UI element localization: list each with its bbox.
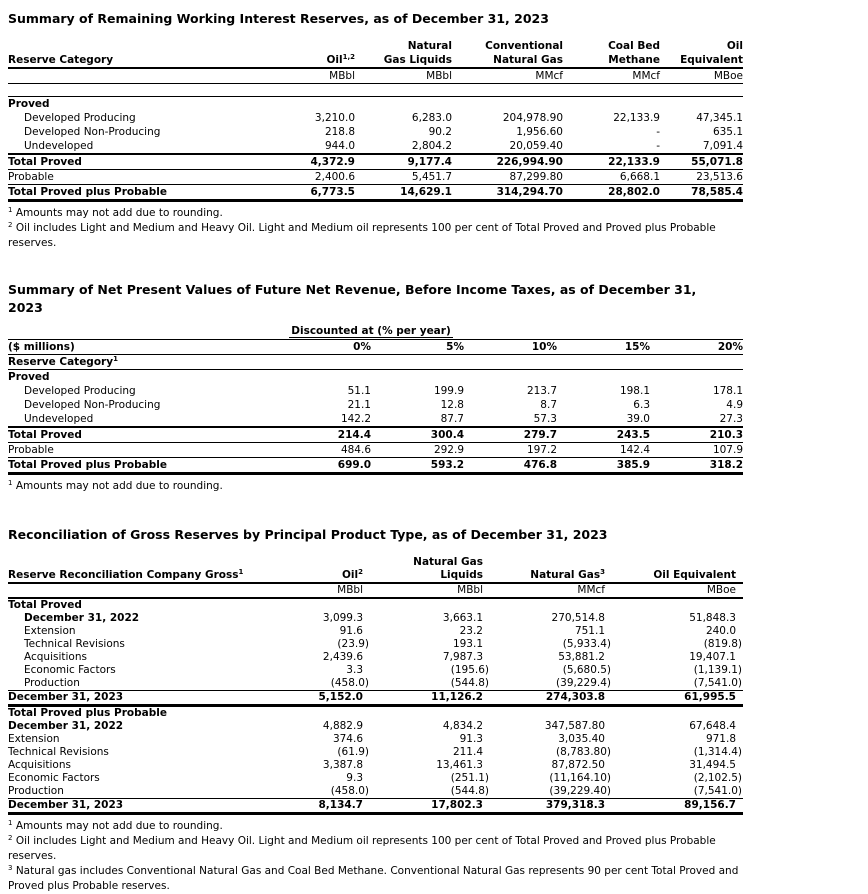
column-header: 15% <box>557 340 650 355</box>
row-label: Economic Factors <box>8 772 100 784</box>
value-cell: (5,680.5) <box>562 664 611 676</box>
value-cell: 12.8 <box>440 399 464 411</box>
value-cell: 9,177.4 <box>355 154 452 170</box>
value-cell: (544.8) <box>370 785 490 799</box>
column-header: Coal Bed <box>608 40 660 52</box>
section1-footnotes <box>8 206 868 251</box>
footnote-marker: 2 <box>8 221 13 229</box>
value-cell: 51.1 <box>347 385 371 397</box>
section3-title: Reconciliation of Gross Reserves by Principal Product Type, as of December 31, 2023 <box>8 527 608 542</box>
footnote: $^1$ Amounts may not add due to rounding. <box>8 206 223 219</box>
value-cell: 6,773.5 <box>273 185 355 201</box>
superscript: 3 <box>600 568 605 576</box>
footnote-marker: 3 <box>8 864 13 872</box>
value-cell: 3,099.3 <box>322 612 363 624</box>
unit-label: MBoe <box>612 583 743 598</box>
row-label: Extension <box>24 625 76 637</box>
footnote-marker: 1 <box>8 819 13 827</box>
footnote-marker: 1 <box>8 206 13 214</box>
value-cell: - <box>656 126 660 138</box>
unit-label: MBoe <box>660 68 743 84</box>
value-cell: 31,494.5 <box>689 759 736 771</box>
value-cell: 4,834.2 <box>442 720 483 732</box>
unit-label: MBbl <box>355 68 452 84</box>
value-cell: 3,035.40 <box>558 733 605 745</box>
value-cell: 197.2 <box>464 443 557 458</box>
row-label: Undeveloped <box>8 412 278 427</box>
table-row <box>8 746 743 759</box>
superscript: 1 <box>113 355 118 363</box>
value-cell: 142.2 <box>278 412 371 427</box>
value-cell: 243.5 <box>557 427 650 443</box>
table-row <box>8 612 743 625</box>
total-row <box>8 799 743 814</box>
row-label: December 31, 2023 <box>8 691 248 706</box>
value-cell: (1,314.4) <box>693 746 742 758</box>
table-row <box>8 772 743 785</box>
total-row <box>8 427 743 443</box>
unit-label: MBbl <box>370 583 490 598</box>
value-cell: 699.0 <box>278 458 371 474</box>
column-header: Natural Gas <box>452 53 563 68</box>
section-row <box>8 598 743 612</box>
value-cell: 270,514.8 <box>551 612 605 624</box>
footnote-marker: 1 <box>8 479 13 487</box>
column-header: Equivalent <box>660 53 743 68</box>
column-header: 5% <box>371 340 464 355</box>
percent-header-row <box>8 340 743 355</box>
section-row <box>8 370 743 385</box>
value-cell: 17,802.3 <box>370 799 490 814</box>
value-cell: 593.2 <box>371 458 464 474</box>
value-cell: 2,400.6 <box>273 170 355 185</box>
row-label: Developed Non-Producing <box>24 399 161 411</box>
value-cell: 19,407.1 <box>689 651 736 663</box>
column-header: Liquids <box>370 569 490 583</box>
row-label: Acquisitions <box>24 651 87 663</box>
total-row <box>8 185 743 201</box>
value-cell: 23,513.6 <box>660 170 743 185</box>
value-cell: 204,978.90 <box>502 112 563 124</box>
value-cell: 4,882.9 <box>322 720 363 732</box>
value-cell: 3,210.0 <box>314 112 355 124</box>
table-row <box>8 651 743 664</box>
value-cell: (7,541.0) <box>612 677 743 691</box>
row-label: Economic Factors <box>24 664 116 676</box>
column-header: Gas Liquids <box>355 53 452 68</box>
total-row <box>8 458 743 474</box>
column-header: Reserve Category <box>8 53 273 68</box>
row-label: Production <box>8 677 248 691</box>
value-cell: 379,318.3 <box>490 799 612 814</box>
value-cell: 87,299.80 <box>452 170 563 185</box>
value-cell: 374.6 <box>332 733 363 745</box>
value-cell: 22,133.9 <box>563 154 660 170</box>
value-cell: (39,229.40) <box>490 785 612 799</box>
spacer-row <box>8 84 743 97</box>
value-cell: (195.6) <box>450 664 489 676</box>
value-cell: 57.3 <box>464 412 557 427</box>
value-cell: (61.9) <box>337 746 369 758</box>
value-cell: 8.7 <box>540 399 557 411</box>
row-label: December 31, 2023 <box>8 799 248 814</box>
net-present-values-table <box>8 325 743 475</box>
value-cell: 484.6 <box>278 443 371 458</box>
value-cell: 67,648.4 <box>689 720 736 732</box>
value-cell: (11,164.10) <box>549 772 611 784</box>
table-row <box>8 170 743 185</box>
row-label: Probable <box>8 170 273 185</box>
value-cell: 4,372.9 <box>273 154 355 170</box>
table-row <box>8 412 743 427</box>
row-label: Production <box>8 785 248 799</box>
value-cell: 23.2 <box>459 625 483 637</box>
value-cell: 193.1 <box>452 638 483 650</box>
value-cell: (7,541.0) <box>612 785 743 799</box>
unit-label: MBbl <box>273 68 355 84</box>
value-cell: 218.8 <box>324 126 355 138</box>
unit-label: MMcf <box>452 68 563 84</box>
column-header: Methane <box>563 53 660 68</box>
column-header: Natural Gas <box>413 556 483 568</box>
value-cell: 51,848.3 <box>689 612 736 624</box>
row-label: Acquisitions <box>8 759 71 771</box>
value-cell: 39.0 <box>557 412 650 427</box>
value-cell: 214.4 <box>278 427 371 443</box>
column-header: Oil$^{1,2}$ <box>273 53 355 68</box>
column-header: 10% <box>464 340 557 355</box>
column-header: 20% <box>650 340 743 355</box>
column-header: Reserve Category$^1$ <box>8 355 743 370</box>
table-row <box>8 443 743 458</box>
unit-label: MBbl <box>248 583 370 598</box>
value-cell: 279.7 <box>464 427 557 443</box>
value-cell: 314,294.70 <box>452 185 563 201</box>
table-row <box>8 638 743 651</box>
value-cell: 7,987.3 <box>442 651 483 663</box>
table-row <box>8 677 743 691</box>
value-cell: (5,933.4) <box>562 638 611 650</box>
gross-reserves-reconciliation-table <box>8 556 743 815</box>
value-cell: (1,139.1) <box>693 664 742 676</box>
section-label: Proved <box>8 371 50 383</box>
value-cell: 213.7 <box>526 385 557 397</box>
value-cell: 87,872.50 <box>551 759 605 771</box>
value-cell: 4.9 <box>726 399 743 411</box>
value-cell: 198.1 <box>619 385 650 397</box>
value-cell: 89,156.7 <box>612 799 743 814</box>
value-cell: 78,585.4 <box>660 185 743 201</box>
header-row-1 <box>8 39 743 53</box>
value-cell: 944.0 <box>273 139 355 154</box>
table-row <box>8 785 743 799</box>
value-cell: 210.3 <box>650 427 743 443</box>
value-cell: 300.4 <box>371 427 464 443</box>
superscript: 1,2 <box>342 53 355 61</box>
row-label: Developed Producing <box>24 385 136 397</box>
value-cell: 6,668.1 <box>563 170 660 185</box>
footnote: $^2$ Oil includes Light and Medium and Heavy Oil. Light and Medium oil represents 100 per cent of Total Proved and Proved plus Probable reserves. <box>8 834 716 862</box>
footnote-marker: 2 <box>8 834 13 842</box>
value-cell: 3,387.8 <box>322 759 363 771</box>
header-row-2 <box>8 569 743 583</box>
section-label: Total Proved <box>8 599 82 611</box>
value-cell: 11,126.2 <box>370 691 490 706</box>
footnote: $^2$ Oil includes Light and Medium and Heavy Oil. Light and Medium oil represents 100 per cent of Total Proved and Proved plus Probable reserves. <box>8 221 716 249</box>
table-row <box>8 733 743 746</box>
header-row-1 <box>8 556 743 569</box>
value-cell: 5,152.0 <box>248 691 370 706</box>
value-cell: 91.6 <box>339 625 363 637</box>
value-cell: (458.0) <box>248 785 370 799</box>
table-row <box>8 384 743 398</box>
value-cell: 142.4 <box>557 443 650 458</box>
superscript: 1 <box>238 568 244 576</box>
row-label: Probable <box>8 443 278 458</box>
value-cell: 22,133.9 <box>613 112 660 124</box>
value-cell: (23.9) <box>337 638 369 650</box>
value-cell: 199.9 <box>433 385 464 397</box>
value-cell: 2,439.6 <box>322 651 363 663</box>
value-cell: 211.4 <box>452 746 483 758</box>
section-label: Total Proved plus Probable <box>8 707 167 719</box>
row-label: December 31, 2022 <box>8 720 124 732</box>
footnote: $^1$ Amounts may not add due to rounding. <box>8 479 223 492</box>
total-row <box>8 691 743 706</box>
value-cell: 53,881.2 <box>558 651 605 663</box>
column-header: Natural <box>407 40 452 52</box>
row-label: Developed Producing <box>24 112 136 124</box>
footnote: $^1$ Amounts may not add due to rounding. <box>8 819 223 832</box>
column-header: Oil Equivalent <box>612 569 743 583</box>
section1-title: Summary of Remaining Working Interest Reserves, as of December 31, 2023 <box>8 11 549 26</box>
value-cell: (819.8) <box>703 638 742 650</box>
value-cell: 9.3 <box>346 772 363 784</box>
table-row <box>8 125 743 139</box>
column-header: Natural Gas$^3$ <box>490 569 612 583</box>
value-cell: (8,783.80) <box>556 746 611 758</box>
section-label: Proved <box>8 98 50 110</box>
value-cell: 6,283.0 <box>411 112 452 124</box>
column-header: Oil$^2$ <box>248 569 370 583</box>
value-cell: 91.3 <box>459 733 483 745</box>
value-cell: 178.1 <box>712 385 743 397</box>
value-cell: 635.1 <box>712 126 743 138</box>
row-label: Total Proved <box>8 427 278 443</box>
section-row <box>8 706 743 721</box>
working-interest-reserves-table <box>8 39 743 202</box>
reserve-category-row <box>8 355 743 370</box>
value-cell: 87.7 <box>371 412 464 427</box>
column-header: ($ millions) <box>8 340 278 355</box>
column-header: Conventional <box>485 40 563 52</box>
row-label: Technical Revisions <box>24 638 125 650</box>
section2-footnotes <box>8 479 868 494</box>
row-label: December 31, 2022 <box>24 612 140 624</box>
value-cell: 20,059.40 <box>452 139 563 154</box>
table-row <box>8 664 743 677</box>
value-cell: 2,804.2 <box>355 139 452 154</box>
row-label: Total Proved plus Probable <box>8 458 278 474</box>
value-cell: 14,629.1 <box>355 185 452 201</box>
superscript: 2 <box>358 568 363 576</box>
footnote: $^3$ Natural gas includes Conventional Natural Gas and Coal Bed Methane. Conventional Natural Gas represents 90 per cent Total Proved and Proved plus Probable reserves. <box>8 864 739 892</box>
value-cell: 55,071.8 <box>660 154 743 170</box>
table-row <box>8 759 743 772</box>
column-header: 0% <box>278 340 371 355</box>
value-cell: 476.8 <box>464 458 557 474</box>
value-cell: 27.3 <box>650 412 743 427</box>
value-cell: 347,587.80 <box>544 720 605 732</box>
value-cell: 1,956.60 <box>516 126 563 138</box>
value-cell: 971.8 <box>705 733 736 745</box>
value-cell: 385.9 <box>557 458 650 474</box>
table-row <box>8 398 743 412</box>
value-cell: 6.3 <box>633 399 650 411</box>
row-label: Technical Revisions <box>8 746 109 758</box>
units-row <box>8 583 743 598</box>
row-label: Undeveloped <box>8 139 273 154</box>
row-label: Extension <box>8 733 60 745</box>
value-cell: 13,461.3 <box>436 759 483 771</box>
table-row <box>8 139 743 154</box>
value-cell: 107.9 <box>650 443 743 458</box>
value-cell: 90.2 <box>428 126 452 138</box>
value-cell: 3.3 <box>346 664 363 676</box>
section-row <box>8 97 743 112</box>
value-cell: 47,345.1 <box>696 112 743 124</box>
unit-label: MMcf <box>563 68 660 84</box>
value-cell: 8,134.7 <box>248 799 370 814</box>
value-cell: 5,451.7 <box>355 170 452 185</box>
value-cell: 240.0 <box>705 625 736 637</box>
table-row <box>8 720 743 733</box>
value-cell: 292.9 <box>371 443 464 458</box>
value-cell: 21.1 <box>347 399 371 411</box>
value-cell: (2,102.5) <box>693 772 742 784</box>
value-cell: 751.1 <box>574 625 605 637</box>
table-row <box>8 111 743 125</box>
section3-footnotes <box>8 819 868 894</box>
discount-header-row <box>8 325 743 340</box>
value-cell: 61,995.5 <box>612 691 743 706</box>
value-cell: (251.1) <box>450 772 489 784</box>
value-cell: 28,802.0 <box>563 185 660 201</box>
value-cell: 3,663.1 <box>442 612 483 624</box>
row-label: Total Proved <box>8 154 273 170</box>
value-cell: (39,229.4) <box>490 677 612 691</box>
units-row <box>8 68 743 84</box>
value-cell: (458.0) <box>248 677 370 691</box>
column-header: Oil <box>726 40 743 52</box>
unit-label: MMcf <box>490 583 612 598</box>
column-header: Reserve Reconciliation Company Gross$^1$ <box>8 569 248 583</box>
value-cell: 274,303.8 <box>490 691 612 706</box>
value-cell: 318.2 <box>650 458 743 474</box>
value-cell: 226,994.90 <box>452 154 563 170</box>
header-row-2 <box>8 53 743 68</box>
total-row <box>8 154 743 170</box>
value-cell: - <box>563 139 660 154</box>
value-cell: 7,091.4 <box>660 139 743 154</box>
row-label: Developed Non-Producing <box>24 126 161 138</box>
row-label: Total Proved plus Probable <box>8 185 273 201</box>
value-cell: (544.8) <box>370 677 490 691</box>
table-row <box>8 625 743 638</box>
section2-title: Summary of Net Present Values of Future Net Revenue, Before Income Taxes, as of December 31, 2023 <box>8 282 697 315</box>
discount-header: Discounted at (% per year) <box>278 325 464 340</box>
